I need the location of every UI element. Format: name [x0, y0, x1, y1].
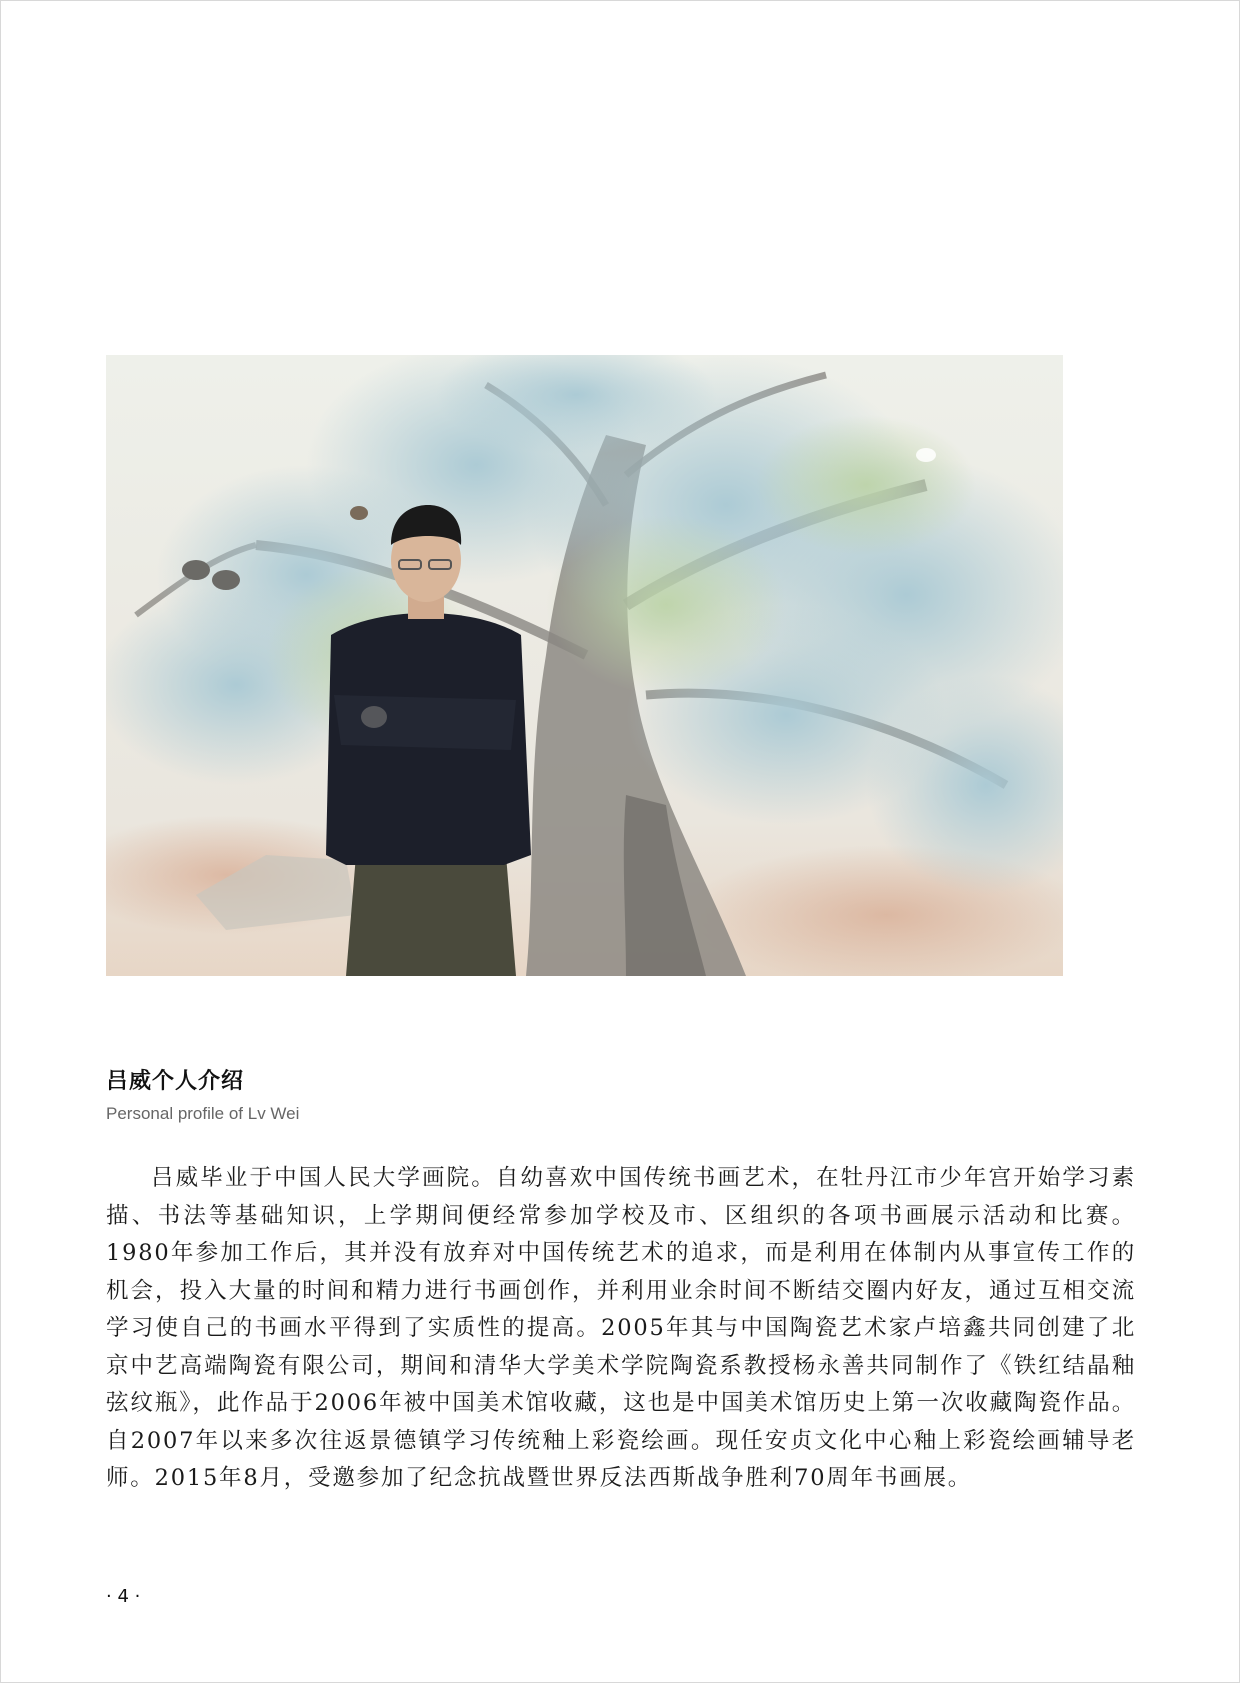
section-title: 吕威个人介绍: [106, 1069, 245, 1094]
profile-paragraph: 吕威毕业于中国人民大学画院。自幼喜欢中国传统书画艺术，在牡丹江市少年宫开始学习素描、书法等基础知识，上学期间便经常参加学校及市、区组织的各项书画展示活动和比赛。1980年参加工作后，其并没有放弃对中国传统艺术的追求，而是利用在体制内从事宣传工作的机会，投入大量的时间和精力进行书画创作，并利用业余时间不断结交圈内好友，通过互相交流学习使自己的书画水平得到了实质性的提高。2005年其与中国陶瓷艺术家卢培鑫共同创建了北京中艺高端陶瓷有限公司，期间和清华大学美术学院陶瓷系教授杨永善共同制作了《铁红结晶釉弦纹瓶》，此作品于2006年被中国美术馆收藏，这也是中国美术馆历史上第一次收藏陶瓷作品。自2007年以来多次往返景德镇学习传统釉上彩瓷绘画。现任安贞文化中心釉上彩瓷绘画辅导老师。2015年8月，受邀参加了纪念抗战暨世界反法西斯战争胜利70周年书画展。: [106, 1165, 1136, 1491]
artist-photo: [106, 355, 1063, 976]
artist-painting-illustration: [106, 355, 1063, 976]
section-subtitle: Personal profile of Lv Wei: [106, 1104, 300, 1123]
page-number: · 4 ·: [106, 1586, 141, 1607]
